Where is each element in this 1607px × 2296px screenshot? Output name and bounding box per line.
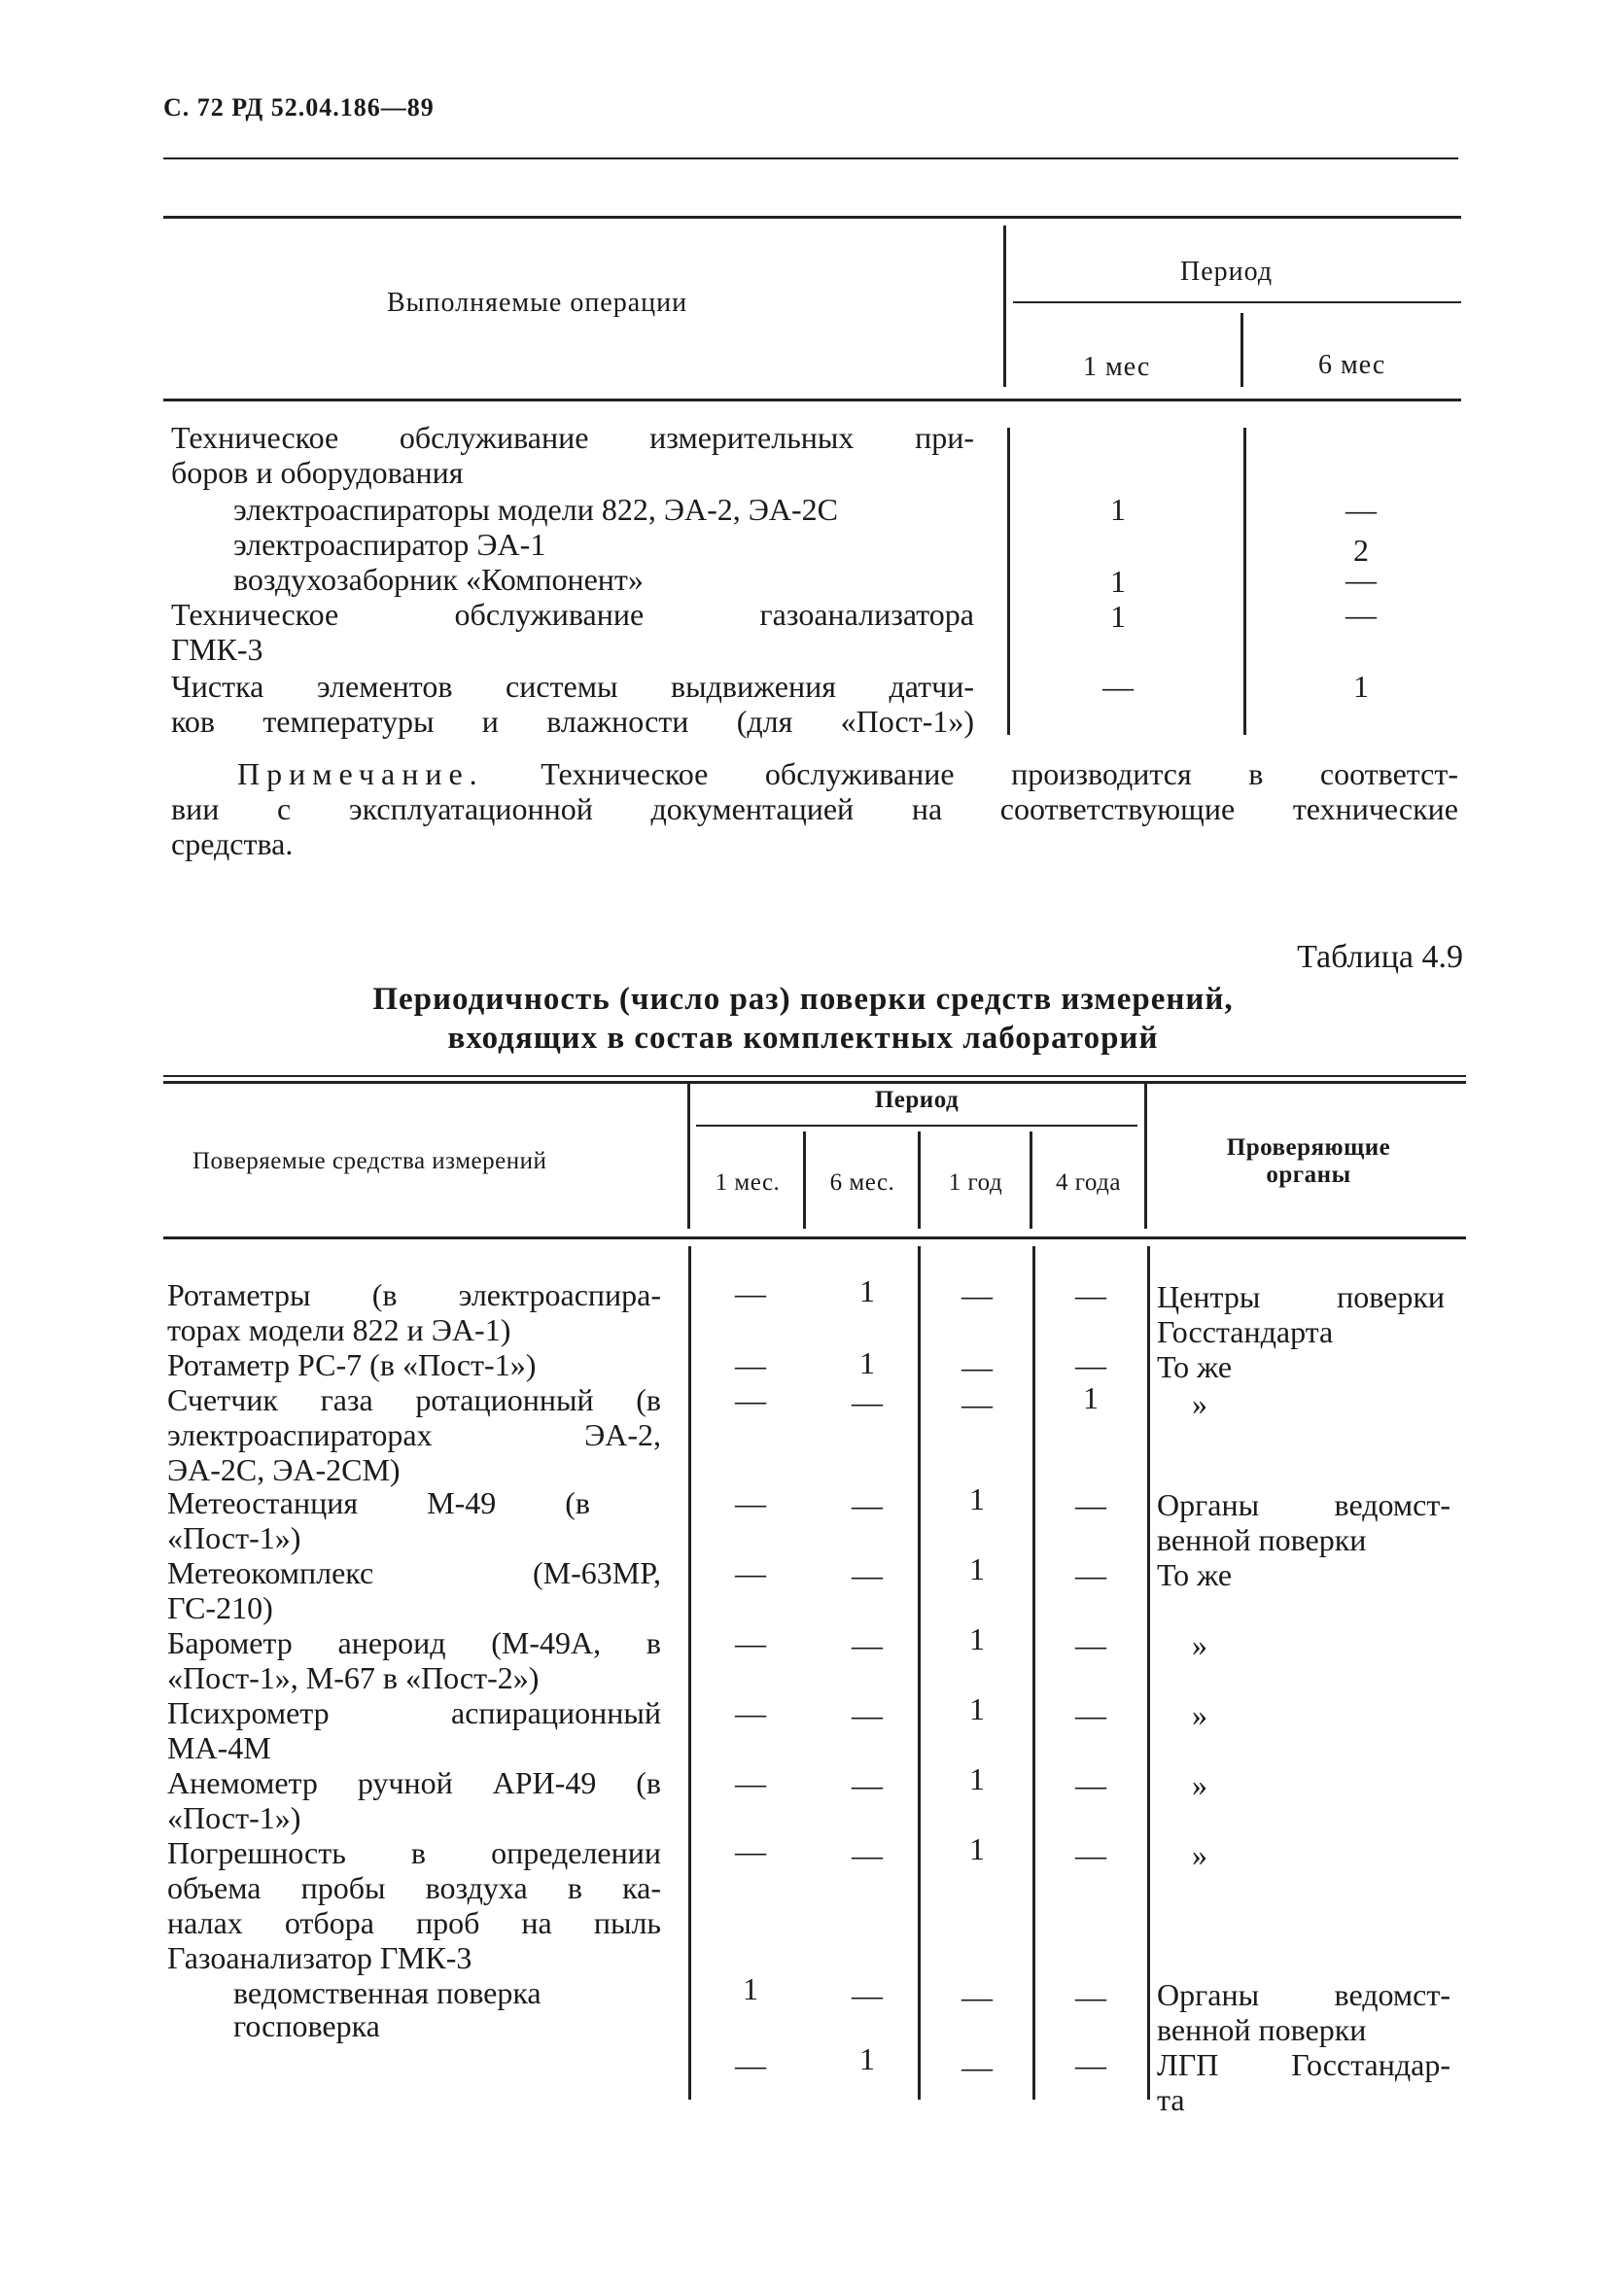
table-cell: 2: [1353, 533, 1369, 568]
year-4-column-header: 4 года: [1056, 1169, 1121, 1196]
month-1-column-header: 1 мес: [1083, 352, 1151, 382]
column-divider: [1144, 1081, 1147, 1229]
table-row: Счетчик газа ротационный (в: [167, 1382, 661, 1417]
table-cell: —: [961, 1277, 993, 1312]
table-row: «Пост-1»): [167, 1520, 301, 1555]
table-cell: —: [961, 2049, 993, 2084]
table-cell: —: [735, 1695, 766, 1730]
column-divider: [1007, 428, 1010, 735]
table-row: Метеостанция М-49 (в: [167, 1485, 590, 1520]
table-row: электроаспиратор ЭА-1: [233, 527, 546, 562]
table-row: Ротаметр РС-7 (в «Пост-1»): [167, 1347, 537, 1382]
table-cell: —: [735, 1382, 766, 1417]
table-cell: —: [961, 1979, 993, 2014]
table-cell: —: [735, 1555, 766, 1590]
table-rule: [163, 399, 1461, 401]
column-divider: [1243, 428, 1246, 735]
column-divider: [918, 1246, 921, 2100]
table-cell: Центры поверки: [1157, 1279, 1445, 1314]
period-column-header: Период: [1180, 257, 1274, 287]
table-cell: »: [1192, 1627, 1207, 1662]
table-cell: —: [735, 1347, 766, 1382]
column-divider: [1032, 1246, 1035, 2100]
table-row: «Пост-1»): [167, 1800, 301, 1835]
table-cell: —: [852, 1767, 883, 1802]
table-cell: —: [1075, 1347, 1106, 1382]
table-row: Техническое обслуживание газоанализатора: [171, 597, 974, 632]
table-cell: 1: [969, 1621, 985, 1656]
table-cell: венной поверки: [1157, 1522, 1367, 1557]
operations-column-header: Выполняемые операции: [387, 288, 688, 318]
table-row: госповерка: [233, 2008, 380, 2043]
table-row: налах отбора проб на пыль: [167, 1905, 661, 1940]
table-cell: 1: [969, 1761, 985, 1796]
table-cell: —: [852, 1627, 883, 1662]
table-cell: »: [1192, 1767, 1207, 1802]
table-cell: —: [735, 1275, 766, 1310]
table-cell: —: [1345, 597, 1377, 632]
table-row: электроаспираторы модели 822, ЭА-2, ЭА-2С: [233, 492, 838, 527]
table-cell: —: [1075, 1487, 1106, 1522]
table-cell: Госстандарта: [1157, 1314, 1334, 1349]
column-divider: [688, 1246, 691, 2100]
table-cell: 1: [969, 1481, 985, 1516]
table-cell: То же: [1157, 1349, 1233, 1384]
table-title: Периодичность (число раз) поверки средств измерений,: [372, 982, 1234, 1017]
table-row: ведомственная поверка: [233, 1975, 541, 2010]
table-row: Ротаметры (в электроаспира-: [167, 1277, 661, 1312]
table-cell: —: [735, 1765, 766, 1800]
table-cell: То же: [1157, 1557, 1233, 1592]
table-cell: Органы ведомст-: [1157, 1487, 1450, 1522]
table-cell: 1: [1110, 564, 1126, 599]
table-cell: 1: [969, 1831, 985, 1866]
table-cell: ЛГП Госстандар-: [1157, 2047, 1450, 2082]
table-row: Техническое обслуживание измерительных при-: [171, 420, 974, 455]
column-divider: [803, 1131, 806, 1229]
table-cell: 1: [1110, 599, 1126, 634]
table-row: Газоанализатор ГМК-3: [167, 1940, 472, 1975]
table-cell: Органы ведомст-: [1157, 1977, 1450, 2012]
table-cell: венной поверки: [1157, 2012, 1367, 2047]
column-divider: [1240, 313, 1243, 387]
table-row: Анемометр ручной АРИ-49 (в: [167, 1765, 661, 1800]
table-cell: 1: [859, 1345, 875, 1380]
table-row: Барометр анероид (М-49А, в: [167, 1625, 661, 1660]
bodies-column-header: Проверяющие: [1226, 1134, 1391, 1161]
table-cell: 1: [1110, 492, 1126, 527]
table-cell: —: [852, 1487, 883, 1522]
column-divider: [687, 1081, 690, 1229]
table-cell: —: [1345, 562, 1377, 597]
table-row: Психрометр аспирационный: [167, 1695, 661, 1730]
table-cell: —: [1075, 1837, 1106, 1872]
table-rule: [163, 216, 1461, 219]
column-divider: [918, 1131, 921, 1229]
table-row: Чистка элементов системы выдвижения датчи-: [171, 669, 974, 704]
note-label: Примечание.: [237, 756, 484, 791]
table-rule: [163, 157, 1458, 159]
table-cell: —: [735, 1625, 766, 1660]
table-rule: [696, 1125, 1137, 1127]
table-cell: 1: [743, 1971, 758, 2006]
table-row: ГС-210): [167, 1590, 273, 1625]
table-cell: 1: [969, 1691, 985, 1726]
table-cell: »: [1192, 1697, 1207, 1732]
table-cell: —: [1102, 669, 1134, 704]
table-rule: [163, 1236, 1466, 1239]
table-row: воздухозаборник «Компонент»: [233, 562, 644, 597]
table-cell: —: [852, 1557, 883, 1592]
table-cell: —: [1075, 1979, 1106, 2014]
period-column-header: Период: [874, 1087, 960, 1113]
table-cell: —: [735, 2047, 766, 2082]
table-row: ГМК-3: [171, 632, 263, 667]
running-header: С. 72 РД 52.04.186—89: [163, 93, 435, 122]
bodies-column-header: органы: [1266, 1162, 1351, 1188]
table-cell: »: [1192, 1386, 1207, 1421]
table-cell: —: [852, 1837, 883, 1872]
table-cell: 1: [859, 2041, 875, 2076]
table-cell: 1: [859, 1273, 875, 1308]
month-1-column-header: 1 мес.: [715, 1169, 781, 1196]
table-cell: 1: [1083, 1380, 1099, 1415]
table-cell: —: [852, 1697, 883, 1732]
month-6-column-header: 6 мес: [1318, 350, 1386, 380]
table-cell: —: [1075, 1627, 1106, 1662]
table-row: «Пост-1», М-67 в «Пост-2»): [167, 1660, 540, 1695]
table-cell: 1: [969, 1551, 985, 1586]
note-text: Техническое обслуживание производится в соответст-: [541, 756, 1459, 791]
table-row: боров и оборудования: [171, 455, 464, 490]
table-row: объема пробы воздуха в ка-: [167, 1870, 661, 1905]
table-row: ков температуры и влажности (для «Пост-1»): [171, 704, 974, 739]
table-row: Погрешность в определении: [167, 1835, 661, 1870]
table-cell: та: [1157, 2082, 1185, 2117]
table-row: торах модели 822 и ЭА-1): [167, 1312, 511, 1347]
table-cell: »: [1192, 1837, 1207, 1872]
table-rule: [1013, 301, 1461, 303]
column-divider: [1003, 226, 1006, 387]
column-divider: [1147, 1246, 1150, 2100]
table-title: входящих в состав комплектных лабораторий: [447, 1021, 1159, 1056]
table-cell: —: [1075, 1767, 1106, 1802]
note-line: средства.: [171, 826, 294, 861]
table-number-label: Таблица 4.9: [1297, 939, 1463, 975]
table-cell: —: [1075, 1697, 1106, 1732]
year-1-column-header: 1 год: [948, 1169, 1003, 1196]
table-row: ЭА-2С, ЭА-2СМ): [167, 1452, 401, 1487]
table-cell: —: [961, 1349, 993, 1384]
table-cell: —: [1075, 1277, 1106, 1312]
table-cell: —: [735, 1485, 766, 1520]
table-cell: —: [1345, 492, 1377, 527]
table-cell: —: [961, 1386, 993, 1421]
table-cell: 1: [1353, 669, 1369, 704]
table-cell: —: [852, 1384, 883, 1419]
table-cell: —: [1075, 2047, 1106, 2082]
table-row: электроаспираторах ЭА-2,: [167, 1417, 661, 1452]
table-row: Метеокомплекс (М-63МР,: [167, 1555, 661, 1590]
table-row: МА-4М: [167, 1730, 271, 1765]
table-rule: [163, 1081, 1466, 1084]
instruments-column-header: Поверяемые средства измерений: [192, 1148, 547, 1174]
table-cell: —: [852, 1977, 883, 2012]
table-cell: —: [1075, 1557, 1106, 1592]
note-line: [237, 758, 1458, 789]
note-line: вии с эксплуатационной документацией на соответствующие технические: [171, 791, 1458, 826]
table-cell: —: [735, 1833, 766, 1868]
table-rule: [163, 1075, 1466, 1077]
month-6-column-header: 6 мес.: [829, 1169, 895, 1196]
